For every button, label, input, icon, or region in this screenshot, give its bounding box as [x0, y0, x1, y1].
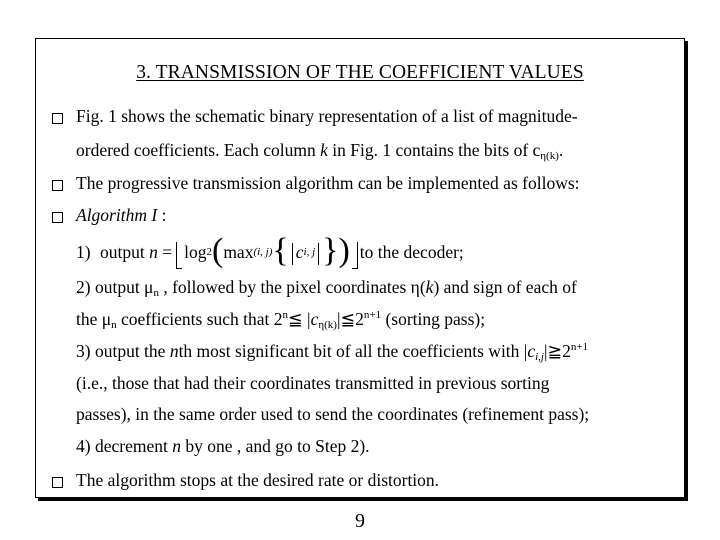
bullet1-line2: ordered coefficients. Each column k in Fig. 1 contains the bits of $c_{\eta(k)}$.: [76, 140, 564, 162]
step4-text: 4) decrement n by one , and go to Step 2).: [76, 436, 370, 456]
step1-formula: output n = log 2 ( max (i, j) { c i, j } ) to the decoder;: [100, 232, 464, 269]
bullet4-text: The algorithm stops at the desired rate or distortion.: [76, 470, 440, 490]
bullet1-line1: Fig. 1 shows the schematic binary representation of a list of magnitude-: [76, 106, 578, 126]
step3-line2: (i.e., those that had their coordinates transmitted in previous sorting: [76, 373, 550, 393]
page-number: 9: [355, 510, 365, 532]
slide-title: 3. TRANSMISSION OF THE COEFFICIENT VALUES: [136, 62, 584, 83]
floor-right-bracket: [352, 242, 358, 269]
bullet2-text: The progressive transmission algorithm can be implemented as follows:: [76, 173, 580, 193]
bullet-square-icon: [52, 180, 63, 191]
step1-number: 1): [76, 242, 91, 262]
step2-line1: 2) output $\mu_n$ , followed by the pixel coordinates η(k) and sign of each of: [76, 277, 577, 299]
bullet-square-icon: [52, 477, 63, 488]
bullet-square-icon: [52, 113, 63, 124]
algorithm-label: Algorithm I :: [76, 205, 167, 225]
step2-line2: the $\mu_n$ coefficients such that 2$^n$≦ $|c_{\eta(k)}|≦2^{n+1}$ (sorting pass);: [76, 309, 486, 331]
floor-left-bracket: [176, 242, 182, 269]
step3-line3: passes), in the same order used to send the coordinates (refinement pass);: [76, 404, 590, 424]
step3-line1: 3) output the nth most significant bit of all the coefficients with $|c_{i,j}|≧2^{n+1}$: [76, 341, 589, 363]
bullet-square-icon: [52, 212, 63, 223]
